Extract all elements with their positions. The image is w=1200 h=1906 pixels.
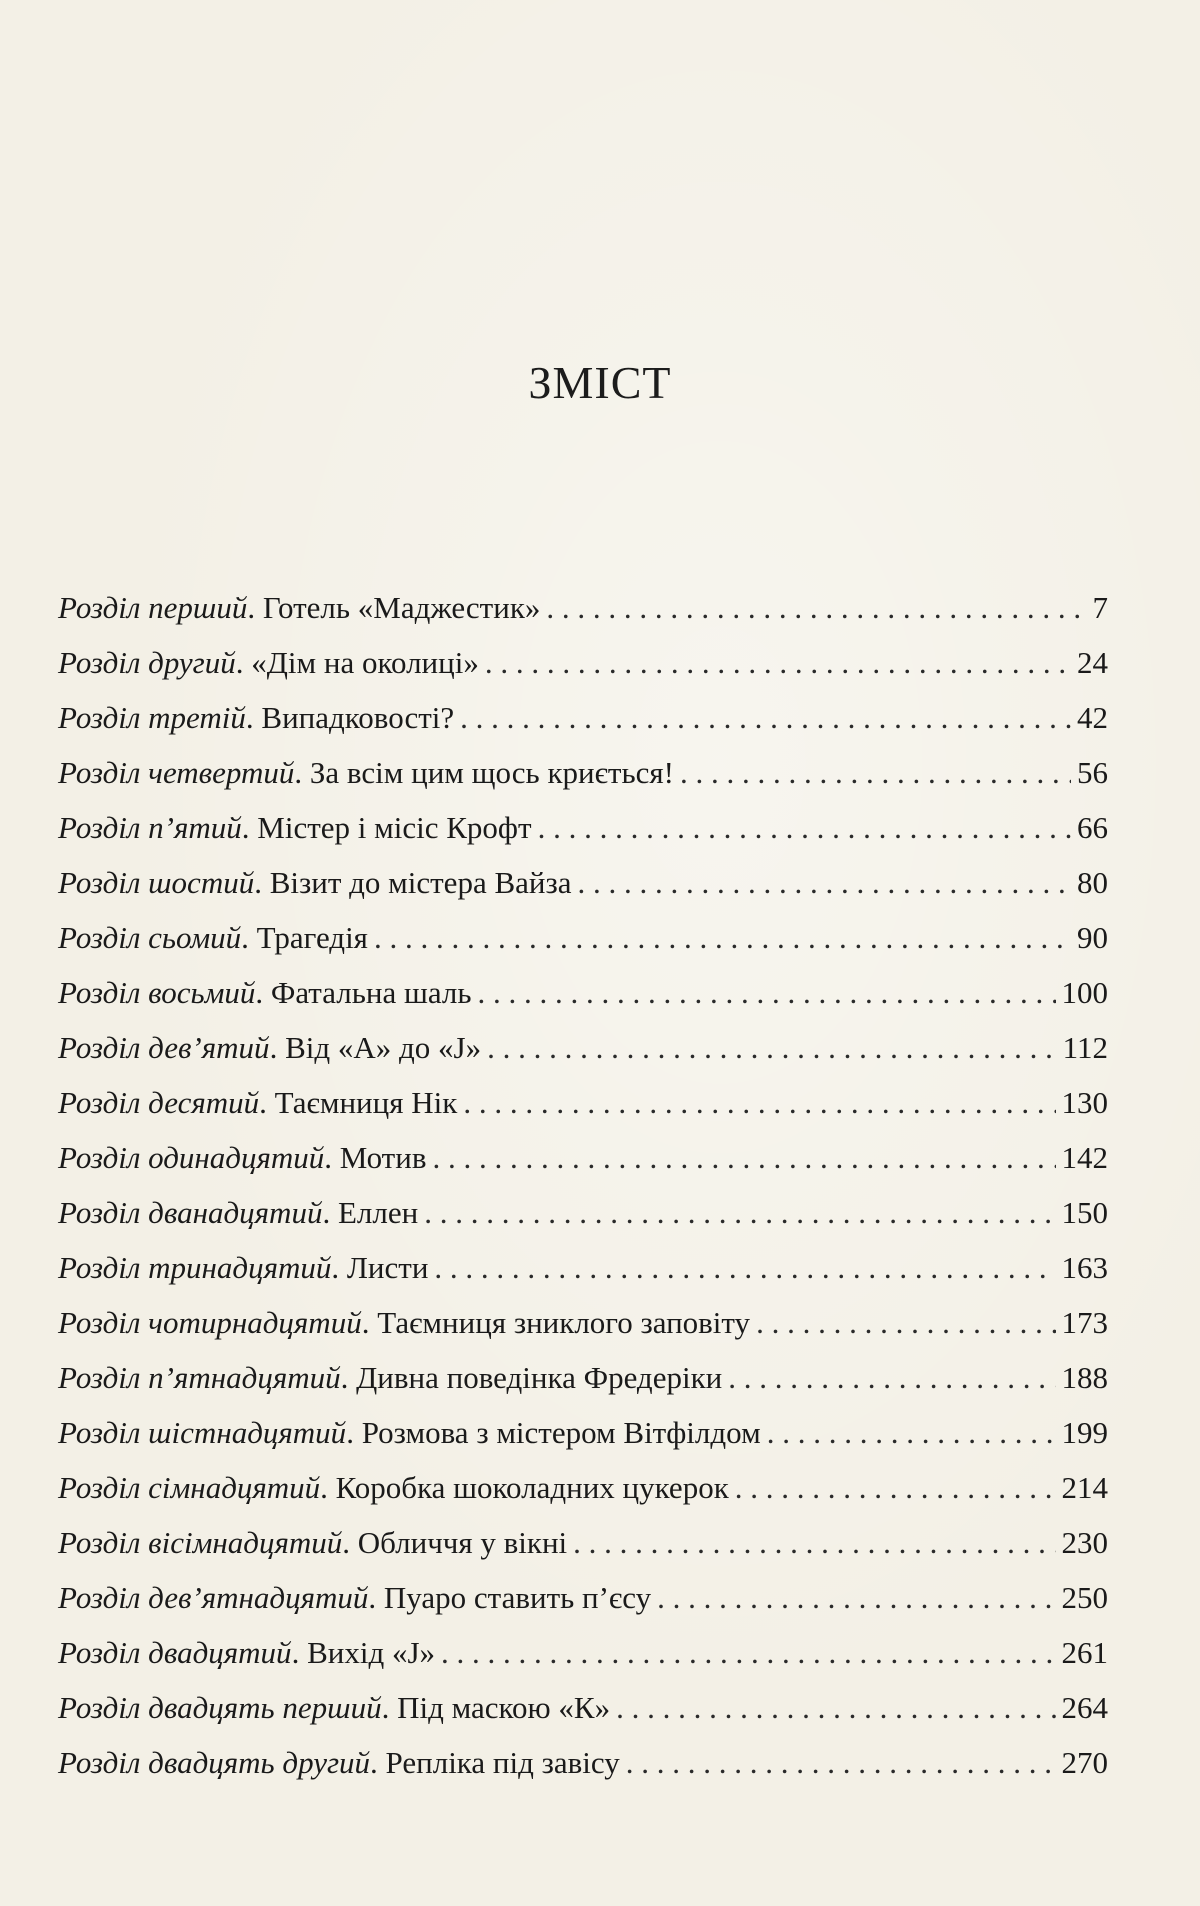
page-number: 100	[1061, 975, 1108, 1010]
toc-entry: Розділ восьмий . Фатальна шаль . . . 100	[58, 965, 1108, 1020]
chapter-label: Розділ одинадцятий	[58, 1140, 325, 1175]
toc-entry: Розділ тринадцятий . Листи . . . 163	[58, 1240, 1108, 1295]
chapter-label: Розділ шостий	[58, 865, 255, 900]
chapter-name: Репліка під завісу	[385, 1745, 620, 1780]
chapter-label: Розділ сімнадцятий	[58, 1470, 321, 1505]
page-number: 7	[1092, 590, 1108, 625]
dot-leader	[460, 690, 1071, 745]
toc-entry: Розділ сімнадцятий . Коробка шоколадних цукерок . . . 214	[58, 1460, 1108, 1515]
toc-entry: Розділ одинадцятий . Мотив . . . 142	[58, 1130, 1108, 1185]
page-number: 150	[1061, 1195, 1108, 1230]
chapter-label: Розділ шістнадцятий	[58, 1415, 347, 1450]
dot-leader	[477, 965, 1055, 1020]
chapter-label: Розділ вісімнадцятий	[58, 1525, 343, 1560]
chapter-name: Випадковості?	[261, 700, 455, 735]
chapter-name: Готель «Маджестик»	[262, 590, 541, 625]
chapter-name: Мотив	[339, 1140, 427, 1175]
chapter-label: Розділ чотирнадцятий	[58, 1305, 362, 1340]
chapter-name: Вихід «J»	[307, 1635, 436, 1670]
chapter-name: «Дім на околиці»	[251, 645, 479, 680]
chapter-label: Розділ сьомий	[58, 920, 242, 955]
toc-entry: Розділ дванадцятий . Еллен . . . 150	[58, 1185, 1108, 1240]
page-number: 261	[1061, 1635, 1108, 1670]
chapter-label: Розділ двадцять другий	[58, 1745, 371, 1780]
dot-leader	[434, 1240, 1055, 1295]
dot-leader	[374, 910, 1071, 965]
chapter-name: Таємниця Нік	[274, 1085, 458, 1120]
dot-leader	[441, 1625, 1055, 1680]
dot-leader	[680, 745, 1071, 800]
toc-entry: Розділ двадцятий . Вихід «J» . . . 261	[58, 1625, 1108, 1680]
toc-entry: Розділ другий . «Дім на околиці» . . . 24	[58, 635, 1108, 690]
page-number: 230	[1061, 1525, 1108, 1560]
chapter-name: Від «А» до «J»	[285, 1030, 482, 1065]
toc-entry: Розділ чотирнадцятий . Таємниця зниклого заповіту . . . 173	[58, 1295, 1108, 1350]
page-number: 270	[1061, 1745, 1108, 1780]
chapter-label: Розділ дванадцятий	[58, 1195, 323, 1230]
chapter-name: Фатальна шаль	[270, 975, 472, 1010]
chapter-name: Таємниця зниклого заповіту	[377, 1305, 751, 1340]
page-number: 80	[1077, 865, 1108, 900]
toc-entry: Розділ п’ятий . Містер і місіс Крофт . . . 66	[58, 800, 1108, 855]
toc-entry: Розділ дев’ятнадцятий . Пуаро ставить п’єсу . . . 250	[58, 1570, 1108, 1625]
dot-leader	[485, 635, 1071, 690]
toc-entry: Розділ перший . Готель «Маджестик» . . . 7	[58, 580, 1108, 635]
dot-leader	[767, 1405, 1056, 1460]
toc-entry: Розділ вісімнадцятий . Обличчя у вікні . . . 230	[58, 1515, 1108, 1570]
dot-leader	[573, 1515, 1055, 1570]
chapter-label: Розділ перший	[58, 590, 248, 625]
toc-entry: Розділ шостий . Візит до містера Вайза . . . 80	[58, 855, 1108, 910]
toc-entry: Розділ третій . Випадковості? . . . 42	[58, 690, 1108, 745]
table-of-contents	[58, 580, 1108, 1790]
page-number: 24	[1077, 645, 1108, 680]
page-number: 130	[1061, 1085, 1108, 1120]
page-number: 90	[1077, 920, 1108, 955]
toc-entry: Розділ двадцять другий . Репліка під завісу . . . 270	[58, 1735, 1108, 1790]
chapter-label: Розділ тринадцятий	[58, 1250, 332, 1285]
chapter-label: Розділ п’ятий	[58, 810, 242, 845]
dot-leader	[577, 855, 1071, 910]
chapter-label: Розділ другий	[58, 645, 236, 680]
page-number: 250	[1061, 1580, 1108, 1615]
chapter-name: За всім цим щось криється!	[309, 755, 674, 790]
chapter-label: Розділ десятий	[58, 1085, 260, 1120]
toc-entry: Розділ п’ятнадцятий . Дивна поведінка Фредеріки . . . 188	[58, 1350, 1108, 1405]
page-number: 173	[1061, 1305, 1108, 1340]
page-number: 163	[1061, 1250, 1108, 1285]
chapter-label: Розділ дев’ятий	[58, 1030, 270, 1065]
chapter-name: Трагедія	[256, 920, 368, 955]
dot-leader	[626, 1735, 1056, 1790]
chapter-label: Розділ п’ятнадцятий	[58, 1360, 341, 1395]
page-number: 112	[1062, 1030, 1108, 1065]
chapter-label: Розділ дев’ятнадцятий	[58, 1580, 369, 1615]
dot-leader	[424, 1185, 1055, 1240]
chapter-name: Візит до містера Вайза	[269, 865, 572, 900]
chapter-name: Листи	[346, 1250, 429, 1285]
chapter-label: Розділ четвертий	[58, 755, 295, 790]
toc-entry: Розділ дев’ятий . Від «А» до «J» . . . 112	[58, 1020, 1108, 1075]
chapter-label: Розділ восьмий	[58, 975, 256, 1010]
chapter-name: Розмова з містером Вітфілдом	[361, 1415, 761, 1450]
chapter-name: Еллен	[337, 1195, 419, 1230]
dot-leader	[735, 1460, 1056, 1515]
dot-leader	[432, 1130, 1055, 1185]
page-number: 199	[1061, 1415, 1108, 1450]
chapter-name: Під маскою «К»	[397, 1690, 611, 1725]
toc-entry: Розділ двадцять перший . Під маскою «К» . . . 264	[58, 1680, 1108, 1735]
dot-leader	[756, 1295, 1055, 1350]
chapter-label: Розділ двадцятий	[58, 1635, 292, 1670]
dot-leader	[463, 1075, 1055, 1130]
toc-entry: Розділ шістнадцятий . Розмова з містером Вітфілдом . . . 199	[58, 1405, 1108, 1460]
page-number: 42	[1077, 700, 1108, 735]
toc-entry: Розділ десятий . Таємниця Нік . . . 130	[58, 1075, 1108, 1130]
page-number: 66	[1077, 810, 1108, 845]
dot-leader	[728, 1350, 1055, 1405]
page-number: 188	[1061, 1360, 1108, 1395]
dot-leader	[487, 1020, 1057, 1075]
page-number: 214	[1061, 1470, 1108, 1505]
chapter-name: Коробка шоколадних цукерок	[335, 1470, 729, 1505]
dot-leader	[616, 1680, 1055, 1735]
page-number: 142	[1061, 1140, 1108, 1175]
toc-entry: Розділ четвертий . За всім цим щось криється! . . . 56	[58, 745, 1108, 800]
chapter-name: Дивна поведінка Фредеріки	[356, 1360, 723, 1395]
dot-leader	[546, 580, 1086, 635]
chapter-name: Обличчя у вікні	[357, 1525, 568, 1560]
chapter-label: Розділ двадцять перший	[58, 1690, 382, 1725]
page-title: ЗМІСТ	[528, 357, 672, 408]
chapter-name: Пуаро ставить п’єсу	[383, 1580, 652, 1615]
page-number: 264	[1061, 1690, 1108, 1725]
chapter-label: Розділ третій	[58, 700, 246, 735]
page-number: 56	[1077, 755, 1108, 790]
toc-entry: Розділ сьомий . Трагедія . . . 90	[58, 910, 1108, 965]
dot-leader	[538, 800, 1071, 855]
chapter-name: Містер і місіс Крофт	[257, 810, 532, 845]
dot-leader	[657, 1570, 1055, 1625]
